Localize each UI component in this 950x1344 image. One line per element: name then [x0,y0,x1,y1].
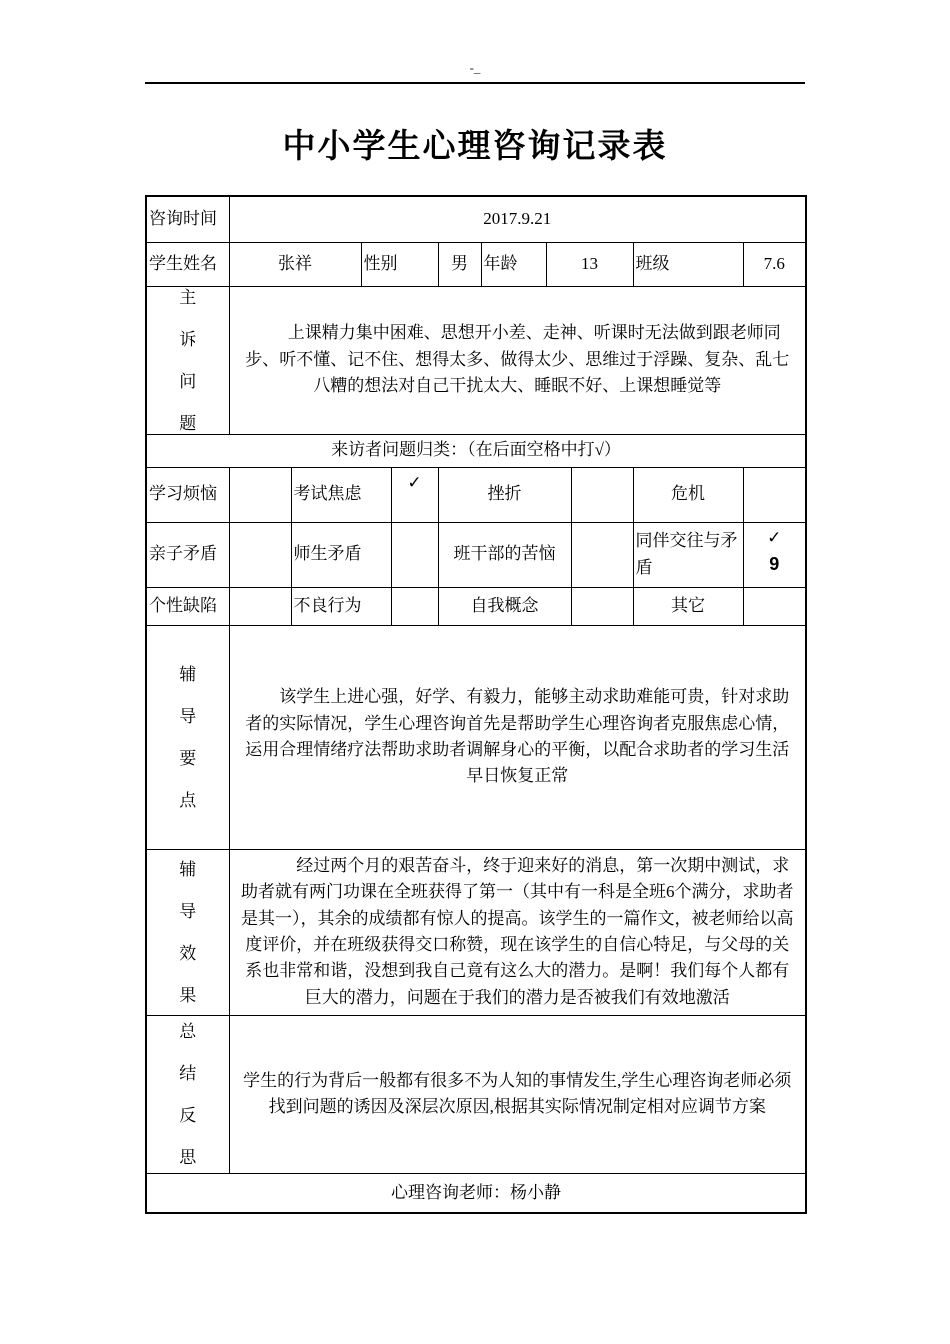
guidance-effect-label-chars [150,861,226,1004]
age-label: 年龄 [481,242,546,286]
chief-complaint-row [146,286,806,434]
category-label-study-worry: 学习烦恼 [146,467,229,522]
category-label-parent-conflict: 亲子矛盾 [146,522,229,587]
vlabel-char: 结 [179,1063,197,1083]
counselor-row [146,1173,806,1213]
category-mark-parent-conflict [229,522,291,587]
header-rule [145,82,805,84]
student-info-row [146,242,806,286]
header-mark: -_ [469,60,481,75]
vlabel-char: 反 [179,1105,197,1125]
vlabel-char: 总 [179,1021,197,1041]
category-mark-self-concept [571,587,633,625]
guidance-effect-label [146,849,229,1015]
consult-time-value: 2017.9.21 [229,196,806,242]
vlabel-char: 点 [179,790,197,810]
category-header: 来访者问题归类：（在后面空格中打√） [146,434,806,467]
counselor-line: 心理咨询老师：杨小静 [146,1173,806,1213]
category-row-2 [146,522,806,587]
vlabel-char: 题 [179,413,197,433]
summary-reflection-text: 学生的行为背后一般都有很多不为人知的事情发生,学生心理咨询老师必须找到问题的诱因及深层次原因,根据其实际情况制定相对应调节方案 [243,1070,792,1116]
consult-time-row [146,196,806,242]
consult-time-label: 咨询时间 [146,196,229,242]
chief-complaint-label [146,286,229,434]
document-page [145,60,805,1214]
guidance-points-text: 该学生上进心强，好学、有毅力，能够主动求助难能可贵，针对求助者的实际情况，学生心理咨询首先是帮助学生心理咨询者克服焦虑心情，运用合理情绪疗法帮助求助者调解身心的平衡，以配合求助者的学习生活早日恢复正常 [245,687,790,786]
guidance-points-label-chars [150,666,226,809]
category-mark-personality-defect [229,587,291,625]
vlabel-char: 辅 [179,664,197,684]
summary-reflection-cell [229,1015,806,1173]
class-value: 7.6 [743,242,806,286]
age-value: 13 [546,242,633,286]
vlabel-char: 要 [179,748,197,768]
student-name-value: 张祥 [229,242,361,286]
guidance-points-label [146,625,229,849]
vlabel-char: 主 [179,287,197,307]
guidance-effect-cell [229,849,806,1015]
category-mark-exam-anxiety: ✓ [391,467,438,522]
category-label-personality-defect: 个性缺陷 [146,587,229,625]
guidance-points-row [146,625,806,849]
vlabel-char: 导 [179,706,197,726]
category-row-3 [146,587,806,625]
class-label: 班级 [633,242,743,286]
category-mark-teacher-conflict [391,522,438,587]
category-label-crisis: 危机 [633,467,743,522]
category-label-peer-conflict: 同伴交往与矛盾 [633,522,743,587]
page-title: 中小学生心理咨询记录表 [282,127,668,164]
category-mark-other [743,587,806,625]
category-mark-cadre-trouble [571,522,633,587]
guidance-points-cell [229,625,806,849]
category-mark-crisis [743,467,806,522]
chief-complaint-label-chars [150,289,226,432]
vlabel-char: 诉 [179,329,197,349]
summary-reflection-label [146,1015,229,1173]
category-label-setback: 挫折 [438,467,571,522]
vlabel-char: 辅 [179,859,197,879]
gender-label: 性别 [361,242,438,286]
category-mark-bad-behavior [391,587,438,625]
category-mark-peer-conflict [743,522,806,587]
category-label-cadre-trouble: 班干部的苦恼 [438,522,571,587]
mark-number: 9 [769,553,780,574]
vlabel-char: 导 [179,901,197,921]
gender-value: 男 [438,242,481,286]
category-mark-setback [571,467,633,522]
category-label-bad-behavior: 不良行为 [291,587,391,625]
chief-complaint-text: 上课精力集中困难、思想开小差、走神、听课时无法做到跟老师同步、听不懂、记不住、想得太多、做得太少、思维过于浮躁、复杂、乱七八糟的想法对自己干扰太大、睡眠不好、上课想睡觉等 [245,323,790,396]
category-label-other: 其它 [633,587,743,625]
guidance-effect-row [146,849,806,1015]
category-header-row [146,434,806,467]
vlabel-char: 果 [179,985,197,1005]
vlabel-char: 问 [179,371,197,391]
chief-complaint-cell [229,286,806,434]
summary-reflection-label-chars [150,1023,226,1166]
check-mark: ✓ [767,527,782,547]
category-label-exam-anxiety: 考试焦虑 [291,467,391,522]
category-label-self-concept: 自我概念 [438,587,571,625]
guidance-effect-text: 经过两个月的艰苦奋斗，终于迎来好的消息，第一次期中测试，求助者就有两门功课在全班获得了第一（其中有一科是全班6个满分，求助者是其一），其余的成绩都有惊人的提高。该学生的一篇作文，被老师给以高度评价，并在班级获得交口称赞，现在该学生的自信心特足，与父母的关系也非常和谐，没想到我自己竟有这么大的潜力。是啊！我们每个人都有巨大的潜力，问题在于我们的潜力是否被我们有效地激活 [241,855,794,1007]
summary-reflection-row [146,1015,806,1173]
vlabel-char: 效 [179,943,197,963]
category-row-1 [146,467,806,522]
category-label-teacher-conflict: 师生矛盾 [291,522,391,587]
student-name-label: 学生姓名 [146,242,229,286]
vlabel-char: 思 [179,1147,197,1167]
category-mark-study-worry [229,467,291,522]
record-table [145,195,807,1214]
